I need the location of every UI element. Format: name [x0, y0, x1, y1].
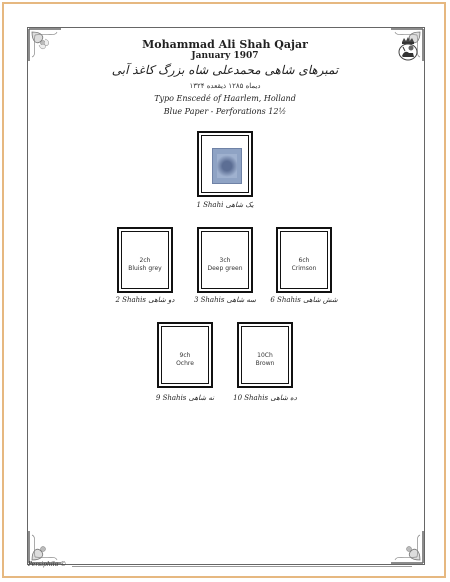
stamp-color-text: Brown: [255, 359, 275, 367]
printer-line: Typo Enscedé of Haarlem, Holland: [154, 94, 296, 103]
stamp-mount-1-shahi: [197, 131, 253, 197]
footer-divider: [72, 566, 412, 567]
stamp-caption: 1 Shahi یک شاهی: [196, 201, 254, 209]
stamp-image: [212, 148, 242, 184]
stamp-color-text: Ochre: [176, 359, 194, 367]
stamp-caption: 2 Shahis دو شاهی: [115, 296, 175, 304]
stamp-mount-10-shahis: [237, 322, 293, 388]
stamp-mount-9-shahis: [157, 322, 213, 388]
stamp-mount-3-shahis: [197, 227, 253, 293]
stamp-mount-6-shahis: [276, 227, 332, 293]
corner-ornament-icon: [389, 529, 425, 565]
paper-line: Blue Paper - Perforations 12½: [163, 107, 287, 116]
stamp-value-text: 10Ch: [257, 351, 273, 359]
footer-copyright: Persiphila ©: [28, 561, 67, 568]
corner-ornament-icon: [27, 529, 63, 565]
stamp-caption: 6 Shahis شش شاهی: [270, 296, 338, 304]
lion-sun-emblem-icon: [395, 36, 421, 62]
persian-date: دیماه ۱۲۸۵ ذیقعده ۱۳۲۴: [189, 82, 261, 90]
page-title: Mohammad Ali Shah Qajar: [142, 38, 308, 51]
issue-date: January 1907: [191, 51, 259, 61]
stamp-caption: 9 Shahis نه شاهی: [155, 394, 215, 402]
stamp-value-text: 3ch: [219, 256, 231, 264]
stamp-value-text: 6ch: [298, 256, 310, 264]
stamp-caption: 10 Shahis ده شاهی: [233, 394, 297, 402]
stamp-color-text: Deep green: [207, 264, 243, 272]
stamp-color-text: Bluish grey: [128, 264, 162, 272]
stamp-mount-2-shahis: [117, 227, 173, 293]
stamp-caption: 3 Shahis سه شاهی: [193, 296, 257, 304]
stamp-value-text: 9ch: [179, 351, 191, 359]
corner-ornament-icon: [27, 27, 63, 63]
persian-title: تمبرهای شاهی محمدعلی شاه بزرگ کاغذ آبی: [111, 63, 339, 77]
stamp-value-text: 2ch: [139, 256, 151, 264]
stamp-color-text: Crimson: [291, 264, 317, 272]
page-header: [60, 38, 390, 118]
